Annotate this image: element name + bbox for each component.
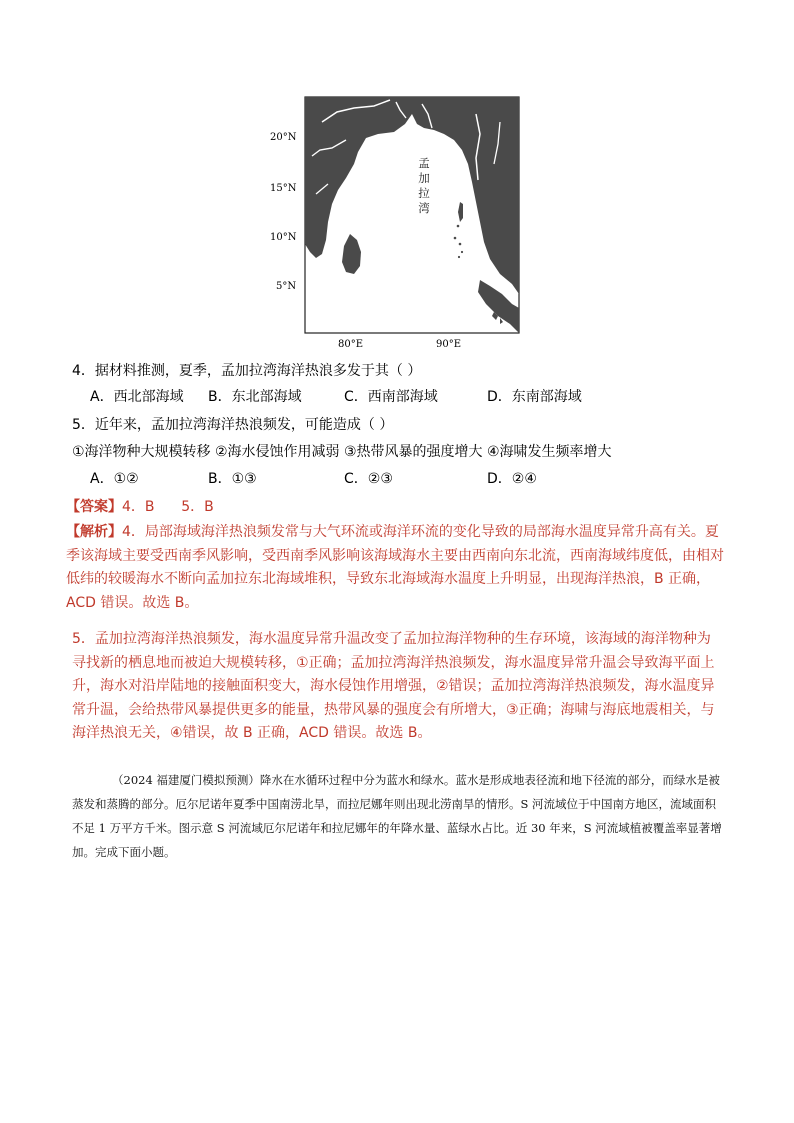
lat-label-10: 10°N: [270, 232, 297, 243]
q4-stem: 4．据材料推测，夏季，孟加拉湾海洋热浪多发于其（ ）: [72, 363, 422, 379]
q5-option-c: C．②③: [344, 471, 393, 487]
next-material-text: （2024 福建厦门模拟预测）降水在水循环过程中分为蓝水和绿水。蓝水是形成地表径流和地下径流的部分，而绿水是被蒸发和蒸腾的部分。厄尔尼诺年夏季中国南涝北旱，而拉尼娜年则出现北涝南旱的情形。S 河流域位于中国南方地区，流域面积不足 1 万平方千米。图示意 S 河流域厄尔尼诺年和拉尼娜年的年降水量、蓝绿水占比。近 30 年来，S 河流域植被覆盖率显著增加。完成下面小题。: [72, 773, 722, 859]
q5-option-a: A．①②: [90, 471, 139, 487]
q4-option-c: C．西南部海域: [344, 389, 438, 405]
analysis-paragraph-2: [72, 628, 724, 746]
q5-option-d: D．②④: [487, 471, 537, 487]
bay-name-label: 孟 加 拉 湾: [418, 156, 430, 215]
lat-label-15: 15°N: [270, 183, 297, 194]
q5-items: ①海洋物种大规模转移 ②海水侵蚀作用减弱 ③热带风暴的强度增大 ④海啸发生频率增大: [72, 444, 612, 460]
q4-option-a: A．西北部海域: [90, 389, 184, 405]
answer-line: [66, 497, 794, 517]
next-material-paragraph: [72, 768, 724, 864]
answer-text: 4．B 5．B: [122, 499, 214, 515]
analysis-tag: 【解析】: [66, 524, 122, 540]
bay-of-bengal-map: [262, 94, 524, 356]
q4-option-b: B．东北部海域: [208, 389, 302, 405]
q4-option-d: D．东南部海域: [487, 389, 582, 405]
answer-tag: 【答案】: [66, 499, 122, 515]
analysis-text-2: 5．孟加拉湾海洋热浪频发，海水温度异常升温改变了孟加拉海洋物种的生存环境，该海域的海洋物种为寻找新的栖息地而被迫大规模转移，①正确；孟加拉湾海洋热浪频发，海水温度异常升温会导致海平面上升，海水对沿岸陆地的接触面积变大，海水侵蚀作用增强，②错误；孟加拉湾海洋热浪频发，海水温度异常升温，会给热带风暴提供更多的能量，热带风暴的强度会有所增大，③正确；海啸与海底地震相关，与海洋热浪无关，④错误，故 B 正确，ACD 错误。故选 B。: [72, 631, 715, 742]
analysis-paragraph-1: [66, 521, 724, 615]
analysis-text-1: 4．局部海域海洋热浪频发常与大气环流或海洋环流的变化导致的局部海水温度异常升高有关。夏季该海域主要受西南季风影响，受西南季风影响该海域海水主要由西南向东北流，西南海域纬度低，由相对低纬的较暖海水不断向孟加拉东北海域堆积，导致东北海域海水温度上升明显，出现海洋热浪，B 正确，ACD 错误。故选 B。: [66, 524, 724, 611]
q5-stem: 5．近年来，孟加拉湾海洋热浪频发，可能造成（ ）: [72, 417, 394, 433]
lon-label-80: 80°E: [338, 339, 364, 350]
lat-label-5: 5°N: [276, 281, 297, 292]
q5-option-b: B．①③: [208, 471, 257, 487]
lon-label-90: 90°E: [436, 339, 462, 350]
lat-label-20: 20°N: [270, 132, 297, 143]
